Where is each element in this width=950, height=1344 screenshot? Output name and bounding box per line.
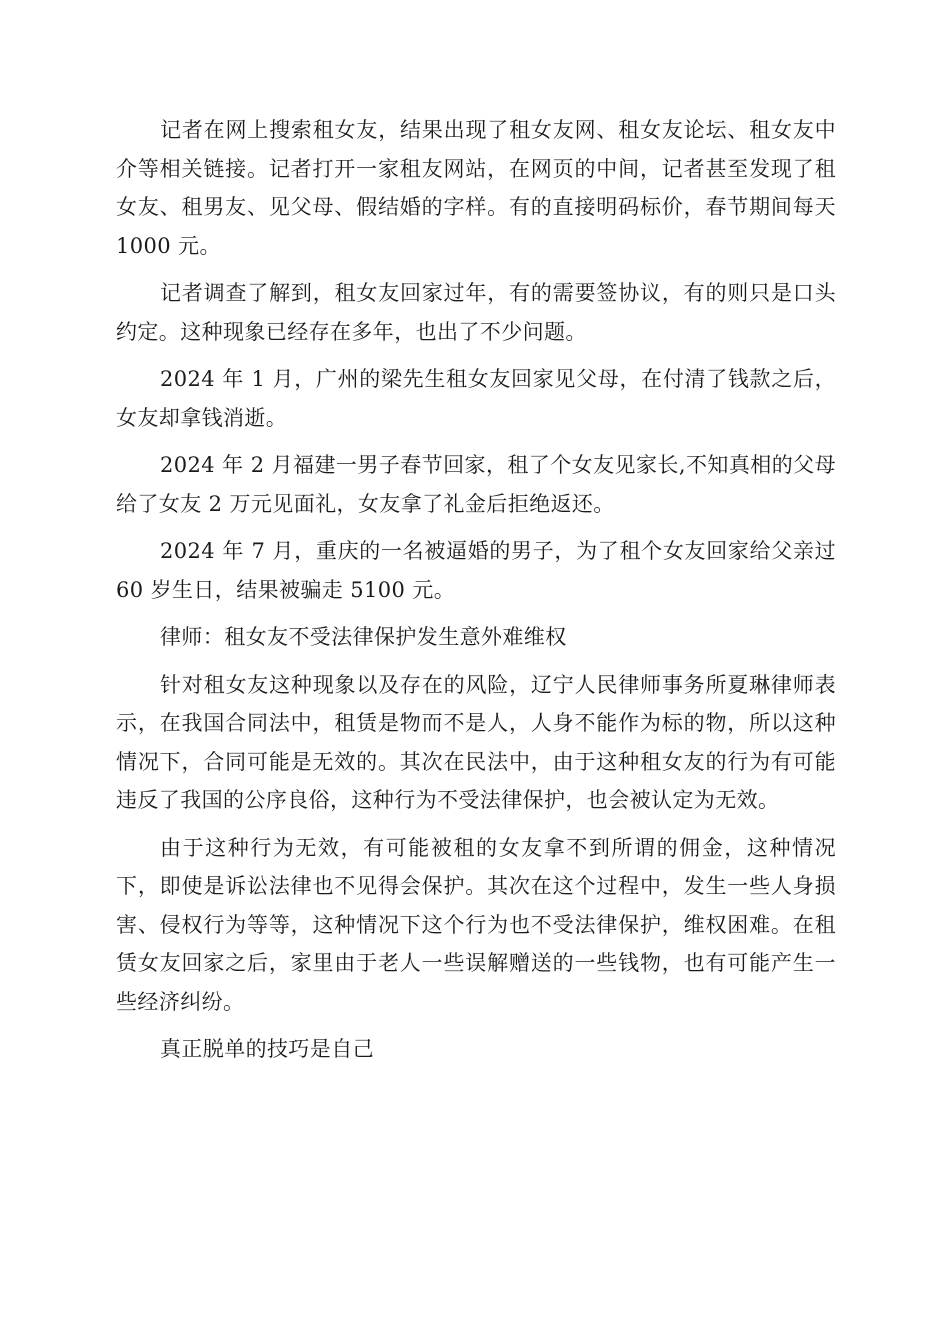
section-heading-tips: 真正脱单的技巧是自己	[160, 1037, 374, 1061]
paragraph-case-chongqing: 2024 年 7 月，重庆的一名被逼婚的男子，为了租个女友回家给父亲过 60 岁生日，结果被骗走 5100 元。	[116, 539, 836, 602]
paragraph-rental-websites: 记者在网上搜索租女友，结果出现了租女友网、租女友论坛、租女友中介等相关链接。记者打开一家租友网站，在网页的中间，记者甚至发现了租女友、租男友、见父母、假结婚的字样。有的直接明码标价，春节期间每天 1000 元。	[116, 118, 836, 258]
paragraph-investigation: 记者调查了解到，租女友回家过年，有的需要签协议，有的则只是口头约定。这种现象已经存在多年，也出了不少问题。	[116, 281, 836, 344]
article-body	[116, 111, 836, 1078]
paragraph-legal-risks: 由于这种行为无效，有可能被租的女友拿不到所谓的佣金，这种情况下，即使是诉讼法律也不见得会保护。其次在这个过程中，发生一些人身损害、侵权行为等等，这种情况下这个行为也不受法律保护，维权困难。在租赁女友回家之后，家里由于老人一些误解赠送的一些钱物，也有可能产生一些经济纠纷。	[116, 835, 836, 1014]
paragraph-lawyer-opinion: 针对租女友这种现象以及存在的风险，辽宁人民律师事务所夏琳律师表示，在我国合同法中，租赁是物而不是人，人身不能作为标的物，所以这种情况下，合同可能是无效的。其次在民法中，由于这种租女友的行为有可能违反了我国的公序良俗，这种行为不受法律保护，也会被认定为无效。	[116, 672, 836, 812]
paragraph-case-fujian: 2024 年 2 月福建一男子春节回家，租了个女友见家长,不知真相的父母给了女友 2 万元见面礼，女友拿了礼金后拒绝返还。	[116, 453, 836, 516]
paragraph-case-guangzhou: 2024 年 1 月，广州的梁先生租女友回家见父母，在付清了钱款之后，女友却拿钱消逝。	[116, 367, 836, 430]
section-heading-lawyer: 律师：租女友不受法律保护发生意外难维权	[160, 625, 567, 649]
